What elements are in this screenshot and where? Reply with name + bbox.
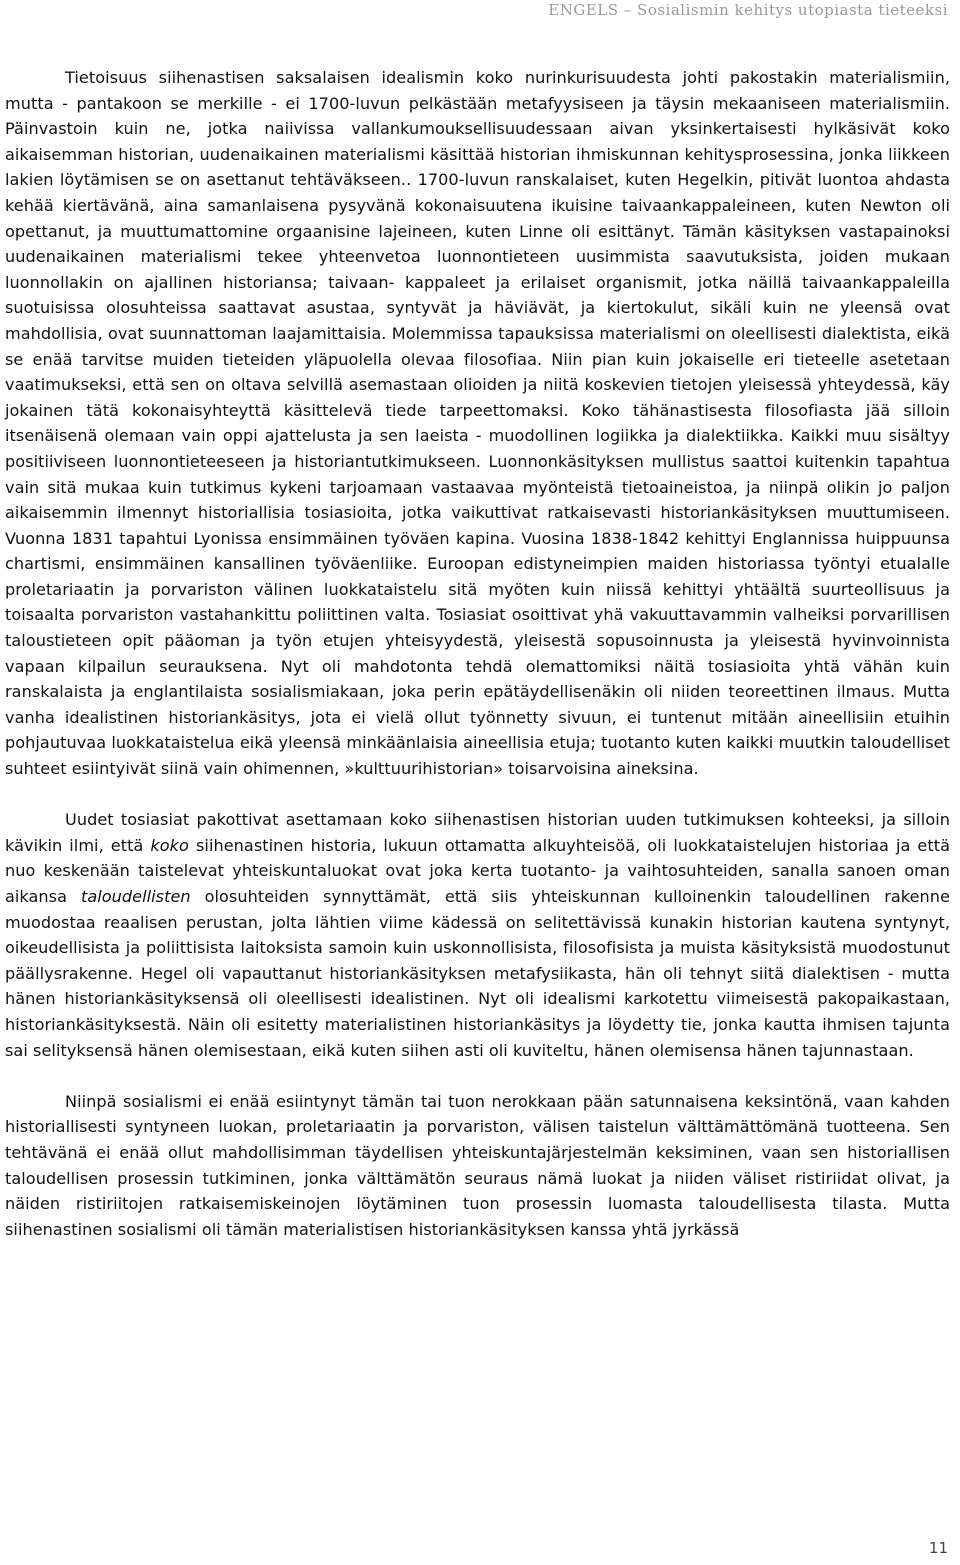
paragraph: [5, 807, 950, 1063]
emphasis-text: koko: [150, 835, 189, 855]
text-segment: Niinpä sosialismi ei enää esiintynyt tämän tai tuon nerokkaan pään satunnaisena keksintönä, vaan kahden historiallisesti syntyneen luokan, proletariaatin ja porvariston, välisen taistelun välttämättömänä tuotteena. Sen tehtävänä ei enää ollut mahdollisimman täydellisen yhteiskuntajärjestelmän keksiminen, vaan sen historiallisen taloudellisen prosessin tutkiminen, jonka välttämätön seuraus nämä luokat ja niiden väliset ristiriidat olivat, ja näiden ristiriitojen ratkaisemiskeinojen löytäminen tuon prosessin luomasta taloudellisesta tilasta. Mutta siihenastinen sosialismi oli tämän materialistisen historiankäsityksen kanssa yhtä jyrkässä: [5, 1091, 950, 1239]
running-header: ENGELS – Sosialismin kehitys utopiasta tieteeksi: [548, 1, 948, 19]
text-segment: siihenastinen historia, lukuun ottamatta alkuyhteisöä, oli luokkataistelujen historiaa ja että nuo keskenään taistelevat yhteiskuntaluokat ovat joka kerta tuotanto- ja vaihtosuhteiden, sanalla sanoen oman aikansa: [5, 835, 950, 906]
paragraph: [5, 1089, 950, 1243]
text-segment: olosuhteiden synnyttämät, että siis yhteiskunnan kulloinenkin taloudellinen rakenne muodostaa reaalisen perustan, jolta lähtien viime kädessä on selitettävissä kunakin historian kautena syntynyt, oikeudellisista ja poliittisista laitoksista samoin kuin uskonnollisista, filosofisista ja muista käsityksistä muodostunut päällysrakenne. Hegel oli vapauttanut historiankäsityksen metafysiikasta, hän oli tehnyt siitä dialektisen - mutta hänen historiankäsityksensä oli oleellisesti idealistinen. Nyt oli idealismi karkotettu viimeisestä pakopaikastaan, historiankäsityksestä. Näin oli esitetty materialistinen historiankäsitys ja löydetty tie, jonka kautta ihmisen tajunta sai selityksensä hänen olemisestaan, eikä kuten siihen asti oli kuviteltu, hänen olemisensa hänen tajunnastaan.: [5, 887, 950, 1060]
emphasis-text: taloudellisten: [80, 887, 191, 906]
page-number: 11: [928, 1539, 948, 1557]
paragraph: [5, 65, 950, 782]
text-segment: Uudet tosiasiat pakottivat asettamaan koko siihenastisen historian uuden tutkimuksen kohteeksi, ja silloin kävikin ilmi, että: [5, 810, 950, 855]
body-text: [5, 65, 950, 1242]
text-segment: Tietoisuus siihenastisen saksalaisen idealismin koko nurinkurisuudesta johti pakostakin materialismiin, mutta - pantakoon se merkille - ei 1700-luvun pelkästään metafyysiseen ja täysin mekaaniseen materialismiin. Päinvastoin kuin ne, jotka naiivissa vallankumouksellisuudessaan aivan yksinkertaisesti hylkäsivät koko aikaisemman historian, uudenaikainen materialismi käsittää historian ihmiskunnan kehitysprosessina, jonka liikkeen lakien löytämisen se on asettanut tehtäväkseen.. 1700-luvun ranskalaiset, kuten Hegelkin, pitivät luontoa ahdasta kehää kiertävänä, aina samanlaisena pysyvänä kokonaisuutena ikuisine taivaankappaleineen, kuten Newton oli opettanut, ja muuttumattomine orgaanisine lajeineen, kuten Linne oli esittänyt. Tämän käsityksen vastapainoksi uudenaikainen materialismi tekee yhteenvetoa luonnontieteen uusimmista saavutuksista, joiden mukaan luonnollakin on ajallinen historiansa; taivaan- kappaleet ja erilaiset organismit, jotka näillä taivaankappaleilla suotuisissa olosuhteissa saattavat asustaa, syntyvät ja häviävät, ja kiertokulut, sikäli kuin ne yleensä ovat mahdollisia, ovat suunnattoman laajamittaisia. Molemmissa tapauksissa materialismi on oleellisesti dialektista, eikä se enää tarvitse muiden tieteiden yläpuolella olevaa filosofiaa. Niin pian kuin jokaiselle eri tieteelle asetetaan vaatimukseksi, että sen on oltava selvillä asemastaan olioiden ja niitä koskevien tietojen yleisessä yhteydessä, käy jokainen tätä kokonaisyhteyttä käsittelevä tiede tarpeettomaksi. Koko tähänastisesta filosofiasta jää silloin itsenäisenä olemaan vain oppi ajattelusta ja sen laeista - muodollinen logiikka ja dialektiikka. Kaikki muu sisältyy positiiviseen luonnontieteeseen ja historiantutkimukseen. Luonnonkäsityksen mullistus saattoi kuitenkin tapahtua vain sitä mukaa kuin tutkimus kykeni tarjoamaan vastaavaa myönteistä tietoaineistoa, ja niinpä olikin jo paljon aikaisemmin ilmennyt historiallisia tosiasioita, jotka vaikuttivat ratkaisevasti historiankäsityksen muuttumiseen. Vuonna 1831 tapahtui Lyonissa ensimmäinen työväen kapina. Vuosina 1838-1842 kehittyi Englannissa huippuunsa chartismi, ensimmäinen kansallinen työväenliike. Euroopan edistyneimpien maiden historiassa työntyi etualalle proletariaatin ja porvariston välinen luokkataistelu sitä myöten kuin niissä kehittyi yhtäältä suurteollisuus ja toisaalta porvariston vastahankittu poliittinen valta. Tosiasiat osoittivat yhä vakuuttavammin valheiksi porvarillisen taloustieteen opit pääoman ja työn etujen yhteisyydestä, yleisestä sopusoinnusta ja yleisestä hyvinvoinnista vapaan kilpailun seurauksena. Nyt oli mahdotonta tehdä olemattomiksi näitä tosiasioita yhtä vähän kuin ranskalaista ja englantilaista sosialismiakaan, joka perin epätäydellisenäkin oli niiden teoreettinen ilmaus. Mutta vanha idealistinen historiankäsitys, jota ei vielä ollut työnnetty sivuun, ei tuntenut mitään aineellisiin etuihin pohjautuvaa luokkataistelua eikä yleensä minkäänlaisia aineellisia etuja; tuotanto kuten kaikki muutkin taloudelliset suhteet esiintyivät siinä vain ohimennen, »kulttuurihistorian» toisarvoisina aineksina.: [5, 68, 950, 779]
